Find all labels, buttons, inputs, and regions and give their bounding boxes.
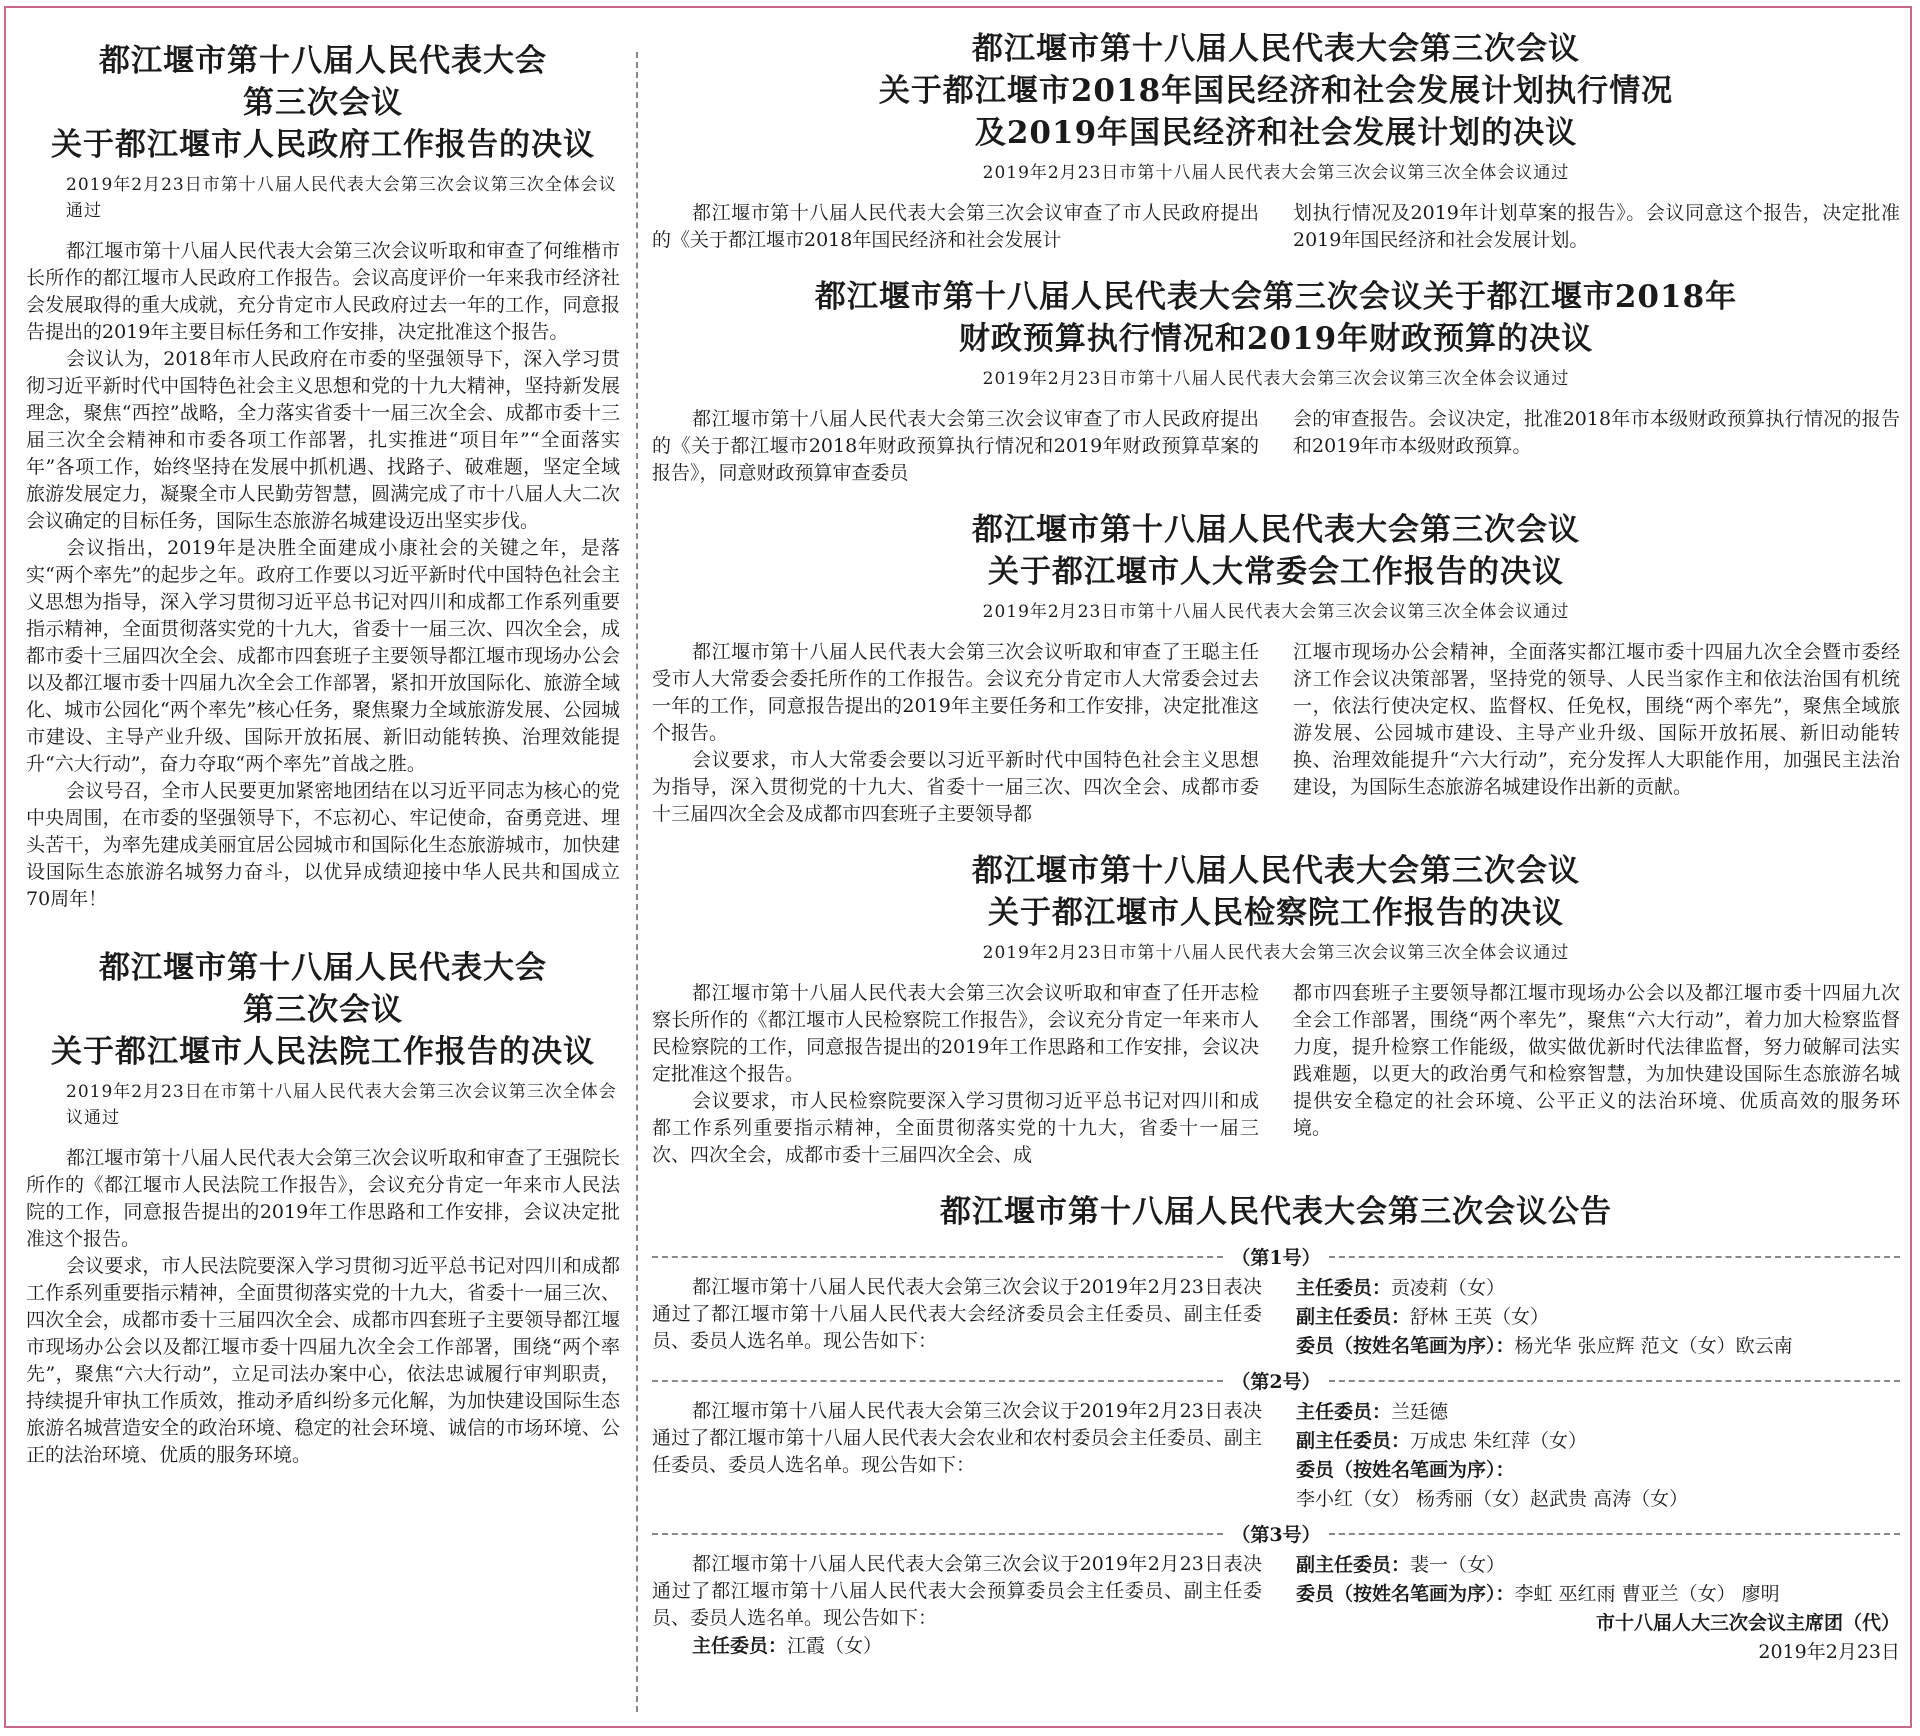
paragraph: 会议要求，市人民检察院要深入学习贯彻习近平总书记对四川和成都工作系列重要指示精神，全面贯彻落实党的十九大，省委十一届三次、四次全会，成都市委十三届四次全会、成 <box>652 1090 1259 1166</box>
paragraph: 都江堰市第十八届人民代表大会第三次会议听取和审查了任开志检察长所作的《都江堰市人民检察院工作报告》，会议充分肯定一年来市人民检察院的工作，同意报告提出的2019年工作思路和工作安排，会议决定批准这个报告。 <box>652 982 1259 1085</box>
article-court-report <box>26 947 620 1469</box>
article-government-report <box>26 40 620 913</box>
paragraph: 会议指出，2019年是决胜全面建成小康社会的关键之年，是落实“两个率先”的起步之年。政府工作要以习近平新时代中国特色社会主义思想为指导，深入学习贯彻习近平总书记对四川和成都工作系列重要指示精神，全面贯彻落实党的十九大，省委十一届三次、四次全会，成都市委十三届四次全会、成都市四套班子主要领导都江堰市现场办公会以及都江堰市委十四届九次全会工作部署，紧扣开放国际化、旅游全域化、城市公园化“两个率先”核心任务，聚焦聚力全域旅游发展、公园城市建设、主导产业升级、国际开放拓展、新旧动能转换、治理效能提升“六大行动”，奋力夺取“两个率先”首战之胜。 <box>26 537 620 775</box>
paragraph: 会议要求，市人大常委会要以习近平新时代中国特色社会主义思想为指导，深入贯彻党的十九大、省委十一届三次、四次全会、成都市委十三届四次全会及成都市四套班子主要领导都 <box>652 749 1259 825</box>
notice-text: 都江堰市第十八届人民代表大会第三次会议于2019年2月23日表决通过了都江堰市第十八届人民代表大会预算委员会主任委员、副主任委员、委员人选名单。现公告如下： <box>652 1553 1262 1629</box>
article-subtitle: 2019年2月23日市第十八届人民代表大会第三次会议第三次全体会议通过 <box>982 369 1570 389</box>
article-title: 都江堰市第十八届人民代表大会 第三次会议 关于都江堰市人民法院工作报告的决议 <box>51 950 595 1070</box>
paragraph: 江堰市现场办公会精神，全面落实都江堰市委十四届九次全会暨市委经济工作会议决策部署，坚持党的领导、人民当家作主和依法治国有机统一，依法行使决定权、监督权、任免权，围绕“两个率先”，聚焦全域旅游发展、公园城市建设、主导产业升级、国际开放拓展、新旧动能转换、治理效能提升“六大行动”，充分发挥人大职能作用，加强民主法治建设，为国际生态旅游名城建设作出新的贡献。 <box>1293 641 1900 798</box>
paragraph: 都市四套班子主要领导都江堰市现场办公会以及都江堰市委十四届九次全会工作部署，围绕“两个率先”，聚焦“六大行动”，着力加大检察监督力度，提升检察工作能级，做实做优新时代法律监督，努力破解司法实践难题，以更大的政治勇气和检察智慧，为加快建设国际生态旅游名城提供安全稳定的社会环境、公平正义的法治环境、优质高效的服务环境。 <box>1293 982 1900 1139</box>
paragraph: 都江堰市第十八届人民代表大会第三次会议听取和审查了王强院长所作的《都江堰市人民法院工作报告》，会议充分肯定一年来市人民法院的工作，同意报告提出的2019年工作思路和工作安排，会议决定批准这个报告。 <box>26 1147 620 1250</box>
article-title: 都江堰市第十八届人民代表大会第三次会议关于都江堰市2018年 财政预算执行情况和2019年财政预算的决议 <box>814 279 1738 357</box>
notice-number-2: （第2号） <box>652 1367 1900 1394</box>
paragraph: 会的审查报告。会议决定，批准2018年市本级财政预算执行情况的报告和2019年市本级财政预算。 <box>1293 408 1900 457</box>
notice-date: 2019年2月23日 <box>1758 1641 1900 1663</box>
article-subtitle: 2019年2月23日市第十八届人民代表大会第三次会议第三次全体会议通过 <box>982 163 1570 183</box>
notice-text: 都江堰市第十八届人民代表大会第三次会议于2019年2月23日表决通过了都江堰市第十八届人民代表大会经济委员会主任委员、副主任委员、委员人选名单。现公告如下： <box>652 1276 1262 1352</box>
notice-item: 都江堰市第十八届人民代表大会第三次会议于2019年2月23日表决通过了都江堰市第十八届人民代表大会经济委员会主任委员、副主任委员、委员人选名单。现公告如下： 主任委员：贡凌莉（女） 副主任委员：舒林 王英（女） 委员（按姓名笔画为序）：杨光华 张应辉 范文（女）欧云南 <box>652 1276 1793 1357</box>
notice-number-1: （第1号） <box>652 1243 1900 1270</box>
column-divider <box>636 52 638 1712</box>
article-subtitle: 2019年2月23日市第十八届人民代表大会第三次会议第三次全体会议通过 <box>66 175 617 221</box>
paragraph: 划执行情况及2019年计划草案的报告》。会议同意这个报告，决定批准2019年国民经济和社会发展计划。 <box>1293 202 1900 251</box>
article-subtitle: 2019年2月23日市第十八届人民代表大会第三次会议第三次全体会议通过 <box>982 943 1570 963</box>
article-subtitle: 2019年2月23日在市第十八届人民代表大会第三次会议第三次全体会议通过 <box>66 1082 617 1128</box>
article-standing-committee <box>652 509 1900 828</box>
notice-item: 都江堰市第十八届人民代表大会第三次会议于2019年2月23日表决通过了都江堰市第十八届人民代表大会预算委员会主任委员、副主任委员、委员人选名单。现公告如下： 主任委员：江霞（女） 副主任委员：裴一（女） 委员（按姓名笔画为序）：李虹 巫红雨 曹亚兰（女） 廖明 市十八届人大三次会议主席团（代） 2019年2月23日 <box>652 1551 1900 1667</box>
paragraph: 都江堰市第十八届人民代表大会第三次会议审查了市人民政府提出的《关于都江堰市2018年财政预算执行情况和2019年财政预算草案的报告》，同意财政预算审查委员 <box>652 408 1259 484</box>
paragraph: 都江堰市第十八届人民代表大会第三次会议听取和审查了王聪主任受市人大常委会委托所作的工作报告。会议充分肯定市人大常委会过去一年的工作，同意报告提出的2019年主要任务和工作安排，决定批准这个报告。 <box>652 641 1259 744</box>
article-subtitle: 2019年2月23日市第十八届人民代表大会第三次会议第三次全体会议通过 <box>982 602 1570 622</box>
paragraph: 都江堰市第十八届人民代表大会第三次会议审查了市人民政府提出的《关于都江堰市2018年国民经济和社会发展计 <box>652 202 1259 251</box>
paragraph: 会议认为，2018年市人民政府在市委的坚强领导下，深入学习贯彻习近平新时代中国特色社会主义思想和党的十九大精神，坚持新发展理念，聚焦“西控”战略，全力落实省委十一届三次全会、成都市委十三届三次全会精神和市委各项工作部署，扎实推进“项目年”“全面落实年”各项工作，始终坚持在发展中抓机遇、找路子、破难题，坚定全域旅游发展定力，凝聚全市人民勤劳智慧，圆满完成了市十八届人大二次会议确定的目标任务，国际生态旅游名城建设迈出坚实步伐。 <box>26 348 620 532</box>
article-title: 都江堰市第十八届人民代表大会第三次会议 关于都江堰市2018年国民经济和社会发展计划执行情况 及2019年国民经济和社会发展计划的决议 <box>878 31 1674 151</box>
notice-section <box>652 1191 1900 1667</box>
notice-text: 都江堰市第十八届人民代表大会第三次会议于2019年2月23日表决通过了都江堰市第十八届人民代表大会农业和农村委员会主任委员、副主任委员、委员人选名单。现公告如下： <box>652 1400 1262 1476</box>
right-column <box>652 28 1900 1669</box>
paragraph: 会议要求，市人民法院要深入学习贯彻习近平总书记对四川和成都工作系列重要指示精神，全面贯彻落实党的十九大，省委十一届三次、四次全会，成都市委十三届四次全会、成都市四套班子主要领导都江堰市现场办公会以及都江堰市委十四届九次全会工作部署，围绕“两个率先”，聚焦“六大行动”，立足司法办案中心，依法忠诚履行审判职责，持续提升审执工作质效，推动矛盾纠纷多元化解，为加快建设国际生态旅游名城营造安全的政治环境、稳定的社会环境、诚信的市场环境、公正的法治环境、优质的服务环境。 <box>26 1255 620 1466</box>
paragraph: 都江堰市第十八届人民代表大会第三次会议听取和审查了何维楷市长所作的都江堰市人民政府工作报告。会议高度评价一年来我市经济社会发展取得的重大成就，充分肯定市人民政府过去一年的工作，同意报告提出的2019年主要目标任务和工作安排，决定批准这个报告。 <box>26 240 620 343</box>
article-title: 都江堰市第十八届人民代表大会 第三次会议 关于都江堰市人民政府工作报告的决议 <box>51 43 595 163</box>
left-column <box>26 40 620 1491</box>
article-title: 都江堰市第十八届人民代表大会第三次会议 关于都江堰市人民检察院工作报告的决议 <box>972 853 1580 931</box>
article-economic-plan <box>652 28 1900 254</box>
paragraph: 会议号召，全市人民要更加紧密地团结在以习近平同志为核心的党中央周围，在市委的坚强领导下，不忘初心、牢记使命，奋勇竞进、埋头苦干，为率先建成美丽宜居公园城市和国际化生态旅游城市，加快建设国际生态旅游名城努力奋斗，以优异成绩迎接中华人民共和国成立70周年！ <box>26 780 620 910</box>
article-title: 都江堰市第十八届人民代表大会第三次会议 关于都江堰市人大常委会工作报告的决议 <box>972 512 1580 590</box>
article-budget <box>652 276 1900 487</box>
notice-item: 都江堰市第十八届人民代表大会第三次会议于2019年2月23日表决通过了都江堰市第十八届人民代表大会农业和农村委员会主任委员、副主任委员、委员人选名单。现公告如下： 主任委员：兰廷德 副主任委员：万成忠 朱红萍（女） 委员（按姓名笔画为序）：李小红（女） 杨秀丽（女）赵武贵 高涛（女） <box>652 1400 1689 1510</box>
notice-title: 都江堰市第十八届人民代表大会第三次会议公告 <box>940 1194 1612 1230</box>
notice-number-3: （第3号） <box>652 1520 1900 1547</box>
notice-signature: 市十八届人大三次会议主席团（代） <box>1595 1612 1900 1634</box>
article-procuratorate <box>652 850 1900 1169</box>
